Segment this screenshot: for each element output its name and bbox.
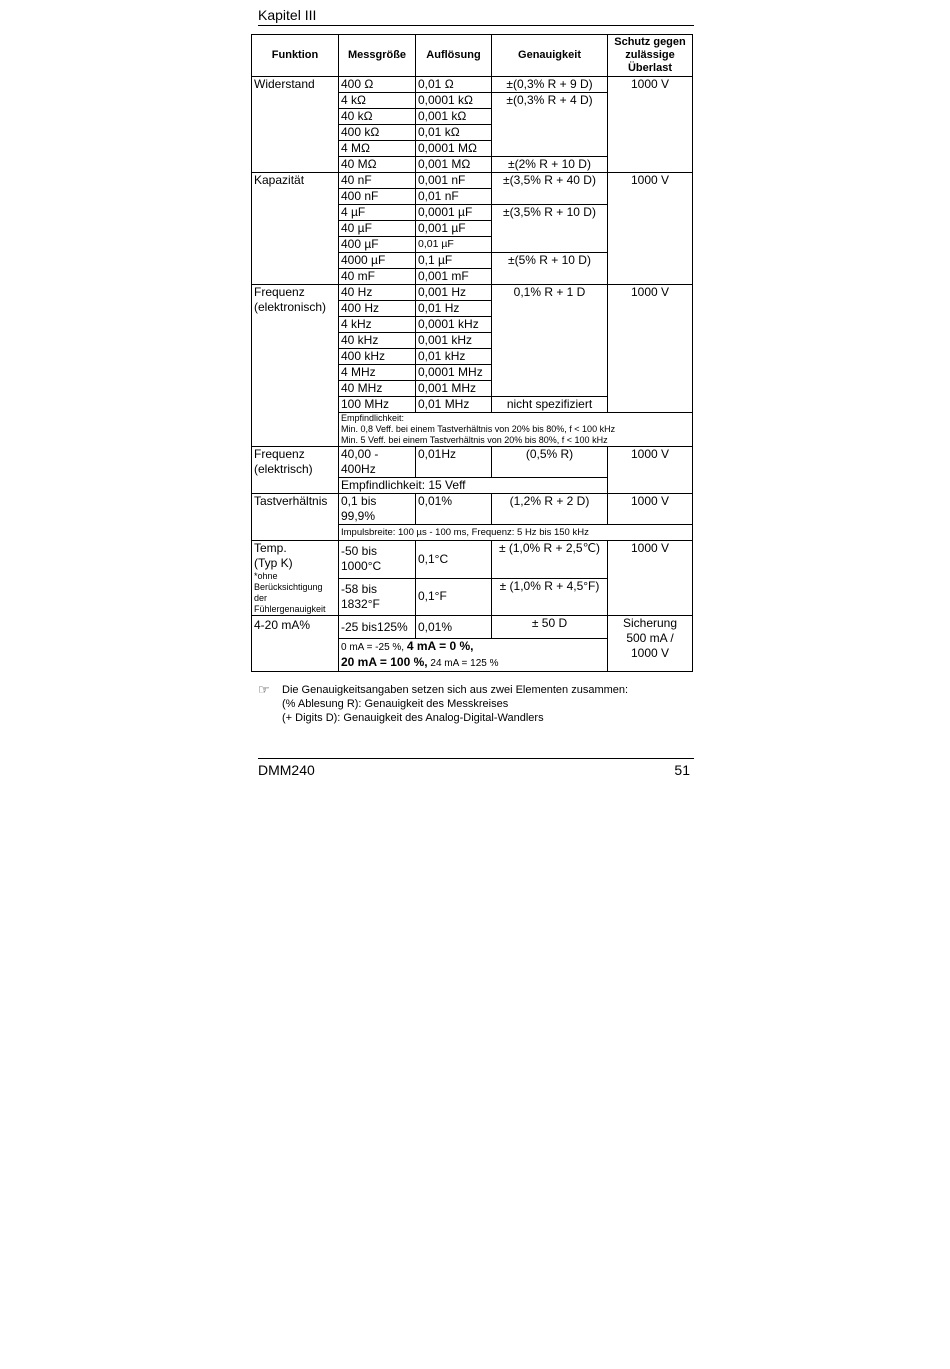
resolution-cell: 0,01 Ω [416,77,492,93]
accuracy-cell: ±(2% R + 10 D) [492,157,608,173]
range-cell: 400 µF [339,237,416,253]
table-row [252,541,693,579]
resolution-cell: 0,001 kHz [416,333,492,349]
function-frequenz-elektrisch [252,447,339,494]
function-kapazitaet: Kapazität [252,173,339,285]
col-aufloesung: Auflösung [416,35,492,77]
range-cell: 4 kHz [339,317,416,333]
resolution-cell: 0,01% [416,494,492,525]
function-line: (Typ K) [254,556,293,570]
note-bold: 4 mA = 0 %, [406,639,474,653]
resolution-cell: 0,001 MΩ [416,157,492,173]
range-cell: 400 Ω [339,77,416,93]
table-row [252,173,693,189]
pointing-hand-icon: ☞ [258,682,270,697]
note-line: Min. 5 Veff. bei einem Tastverhältnis von 20% bis 80%, f < 100 kHz [341,435,608,445]
accuracy-cell: ±(0,3% R + 4 D) [492,93,608,157]
accuracy-cell: (1,2% R + 2 D) [492,494,608,525]
note-text: 24 mA = 125 % [430,658,499,669]
range-cell: 100 MHz [339,397,416,413]
range-line: 1000°C [341,559,382,574]
footnote-line: (% Ablesung R): Genauigkeit des Messkreises [282,698,509,710]
resolution-cell: 0,1°C [416,541,492,579]
function-note: Fühlergenauigkeit [254,604,326,614]
col-messgroesse: Messgröße [339,35,416,77]
range-line: 99,9% [341,509,376,523]
range-cell: 40 nF [339,173,416,189]
range-cell: 40 MΩ [339,157,416,173]
range-line: 0,1 bis [341,494,377,508]
resolution-cell: 0,001 MHz [416,381,492,397]
accuracy-cell: ±(3,5% R + 10 D) [492,205,608,253]
resolution-cell: 0,0001 kHz [416,317,492,333]
function-note: der [254,593,268,603]
resolution-cell: 0,0001 MΩ [416,141,492,157]
sensitivity-note: Empfindlichkeit: 15 Veff [339,478,608,494]
range-cell: 4 MΩ [339,141,416,157]
resolution-cell: 0,1 µF [416,253,492,269]
protection-line: 500 mA / [626,631,674,645]
resolution-cell: 0,001 mF [416,269,492,285]
col-funktion: Funktion [252,35,339,77]
range-cell: 400 nF [339,189,416,205]
chapter-title: Kapitel III [258,7,317,23]
accuracy-cell: ± (1,0% R + 2,5℃) [492,541,608,579]
resolution-cell: 0,001 Hz [416,285,492,301]
range-cell: 40 µF [339,221,416,237]
function-line: Temp. [254,541,287,555]
accuracy-cell: ± 50 D [492,616,608,639]
protection-cell: 1000 V [608,77,693,173]
accuracy-cell: ±(5% R + 10 D) [492,253,608,285]
table-row [252,616,693,639]
function-tastverhaeltnis: Tastverhältnis [252,494,339,541]
model-name: DMM240 [258,762,315,778]
sensitivity-note [339,413,693,447]
range-cell: 40 kHz [339,333,416,349]
function-temp [252,541,339,616]
function-line: Frequenz [254,285,305,299]
range-cell: 400 kHz [339,349,416,365]
range-cell: 4 µF [339,205,416,221]
resolution-cell: 0,1°F [416,578,492,616]
protection-line: Sicherung [622,616,678,630]
col-genauigkeit: Genauigkeit [492,35,608,77]
range-cell: 4 kΩ [339,93,416,109]
accuracy-cell: nicht spezifiziert [492,397,608,413]
page-number: 51 [674,762,690,778]
resolution-cell: 0,001 nF [416,173,492,189]
function-line: Frequenz [254,447,305,461]
resolution-cell: 0,01 MHz [416,397,492,413]
ma-mapping-note [339,639,608,672]
range-cell: 40 kΩ [339,109,416,125]
range-line: -58 bis [341,581,378,596]
function-line: (elektrisch) [254,462,313,476]
range-line: -50 bis [341,544,378,559]
protection-line: 1000 V [630,646,670,660]
range-cell: 4000 µF [339,253,416,269]
resolution-cell: 0,01 kΩ [416,125,492,141]
range-cell [339,494,416,525]
function-ma: 4-20 mA% [252,616,339,672]
range-line: 1832°F [341,596,380,611]
table-row [252,285,693,301]
accuracy-cell: ±(3,5% R + 40 D) [492,173,608,205]
note-line: Empfindlichkeit: [341,413,405,423]
resolution-cell: 0,0001 MHz [416,365,492,381]
function-frequenz-elektronisch [252,285,339,447]
resolution-cell: 0,0001 kΩ [416,93,492,109]
range-cell [339,541,416,579]
page-footer [258,758,694,778]
range-cell: -25 bis125% [339,616,416,639]
range-cell: 400 Hz [339,301,416,317]
footnote-line: Die Genauigkeitsangaben setzen sich aus zwei Elementen zusammen: [282,684,629,696]
note-bold: 20 mA = 100 %, [341,655,428,669]
accuracy-cell: 0,1% R + 1 D [492,285,608,397]
range-line: 400Hz [341,462,376,476]
protection-cell: 1000 V [608,494,693,525]
col-schutz: Schutz gegen zulässige Überlast [608,35,693,77]
page-header [258,6,694,26]
resolution-cell: 0,01 kHz [416,349,492,365]
function-widerstand: Widerstand [252,77,339,173]
resolution-cell: 0,01 Hz [416,301,492,317]
accuracy-cell: (0,5% R) [492,447,608,478]
spec-table [251,34,693,672]
note-text: 0 mA = -25 %, [341,642,405,653]
table-row [252,447,693,478]
range-cell: 4 MHz [339,365,416,381]
resolution-cell: 0,0001 µF [416,205,492,221]
protection-cell: 1000 V [608,541,693,616]
resolution-cell: 0,001 µF [416,221,492,237]
resolution-cell: 0,01 nF [416,189,492,205]
pulse-width-note: Impulsbreite: 100 µs - 100 ms, Frequenz: 5 Hz bis 150 kHz [339,525,693,541]
function-note: Berücksichtigung [254,582,323,592]
footnote-line: (+ Digits D): Genauigkeit des Analog-Digital-Wandlers [282,712,544,724]
protection-cell [608,616,693,672]
function-note: *ohne [254,571,278,581]
resolution-cell: 0,01 µF [416,237,492,253]
range-cell: 400 kΩ [339,125,416,141]
function-line: (elektronisch) [254,300,327,314]
range-cell [339,578,416,616]
protection-cell: 1000 V [608,285,693,413]
resolution-cell: 0,01% [416,616,492,639]
accuracy-cell: ±(0,3% R + 9 D) [492,77,608,93]
range-cell: 40 MHz [339,381,416,397]
table-row [252,494,693,525]
header-row [252,35,693,77]
accuracy-cell: ± (1,0% R + 4,5°F) [492,578,608,616]
table-row [252,77,693,93]
range-cell: 40 mF [339,269,416,285]
range-line: 40,00 - [341,447,379,461]
resolution-cell: 0,01Hz [416,447,492,478]
note-line: Min. 0,8 Veff. bei einem Tastverhältnis von 20% bis 80%, f < 100 kHz [341,424,616,434]
resolution-cell: 0,001 kΩ [416,109,492,125]
range-cell [339,447,416,478]
protection-cell: 1000 V [608,447,693,494]
range-cell: 40 Hz [339,285,416,301]
protection-cell: 1000 V [608,173,693,285]
